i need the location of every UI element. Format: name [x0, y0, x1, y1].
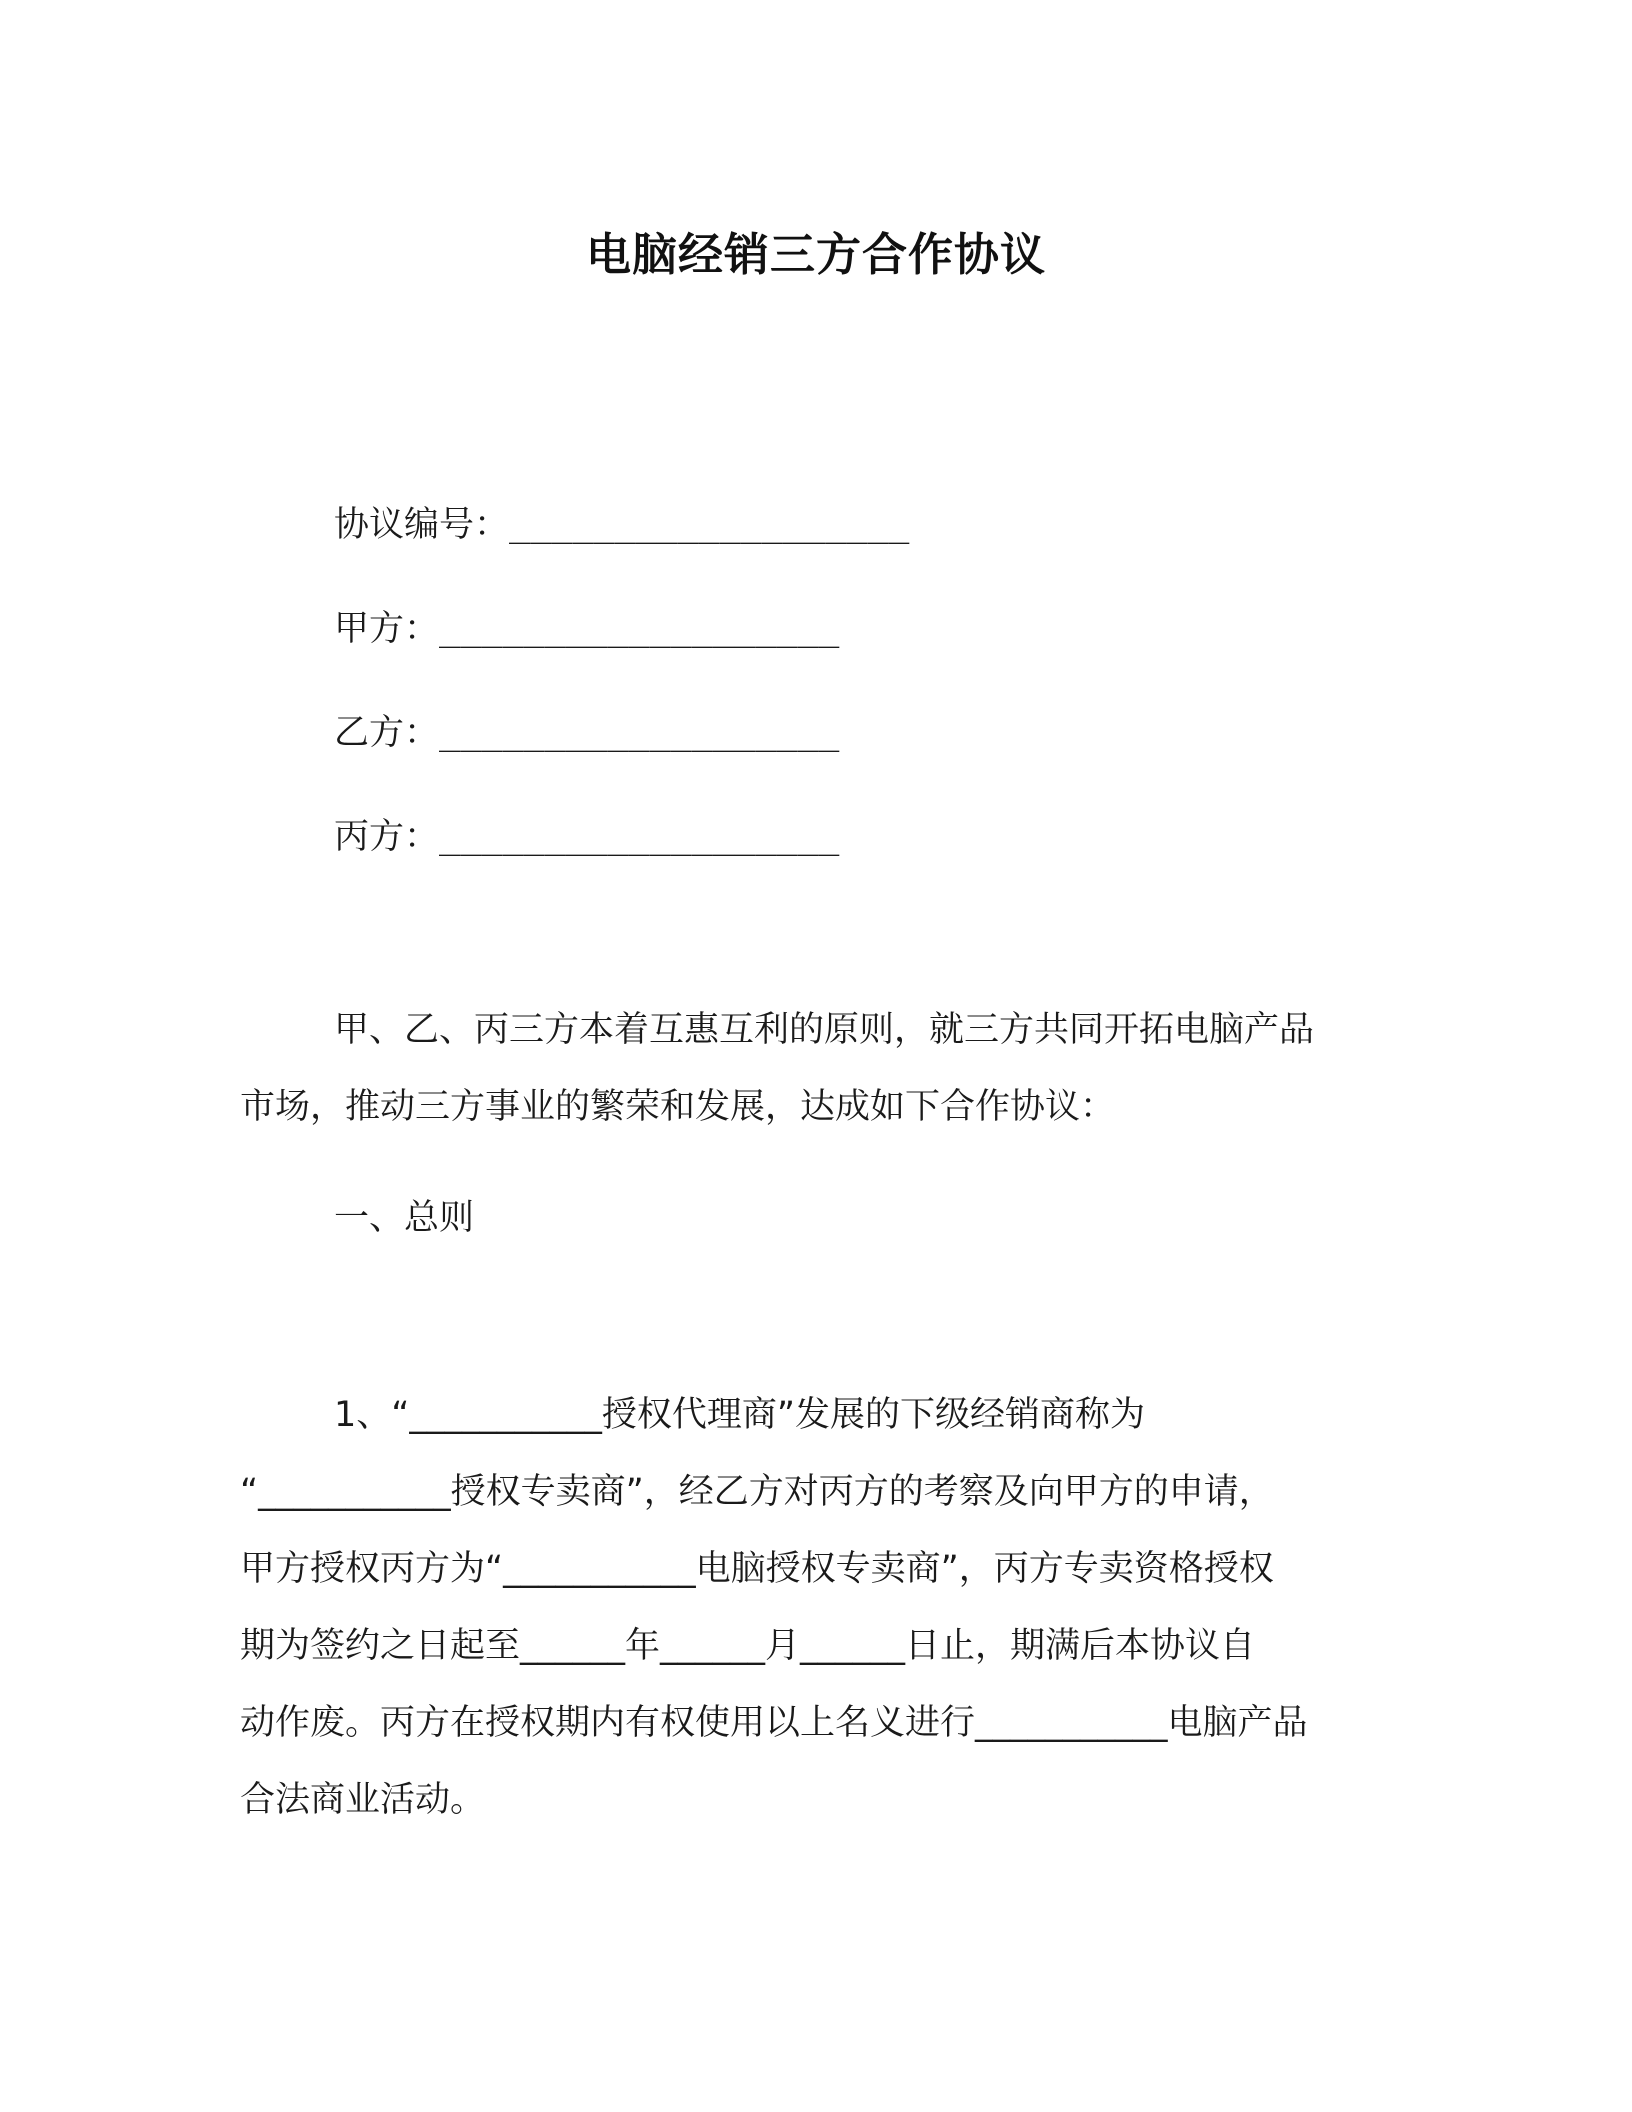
field-label: 协议编号： — [334, 505, 510, 545]
intro-paragraph — [240, 992, 1380, 1146]
clause-1-line-3: 甲方授权丙方为“___________电脑授权专卖商”，丙方专卖资格授权 — [240, 1549, 1274, 1589]
field-label: 甲方： — [334, 609, 440, 649]
document-title: 电脑经销三方合作协议 — [585, 228, 1046, 281]
field-agreement-number — [334, 497, 909, 547]
intro-line-2: 市场，推动三方事业的繁荣和发展，达成如下合作协议： — [240, 1087, 1116, 1127]
field-blank-line: ___________________ — [439, 609, 840, 649]
field-label: 乙方： — [334, 713, 440, 753]
clause-1-line-2: “___________授权专卖商”，经乙方对丙方的考察及向甲方的申请， — [240, 1472, 1274, 1512]
field-party-b — [334, 705, 839, 755]
intro-line-1: 甲、乙、丙三方本着互惠互利的原则，就三方共同开拓电脑产品 — [334, 1010, 1315, 1050]
clause-1-paragraph — [240, 1377, 1380, 1839]
clause-1-line-6: 合法商业活动。 — [240, 1780, 486, 1820]
field-party-a — [334, 601, 839, 651]
section-heading-general: 一、总则 — [334, 1198, 475, 1238]
field-blank-line: ___________________ — [509, 505, 910, 545]
field-label: 丙方： — [334, 817, 440, 857]
clause-1-line-1: 1、“___________授权代理商”发展的下级经销商称为 — [334, 1395, 1146, 1435]
clause-1-line-4: 期为签约之日起至______年______月______日止，期满后本协议自 — [240, 1626, 1256, 1666]
field-party-c — [334, 809, 839, 859]
clause-1-line-5: 动作废。丙方在授权期内有权使用以上名义进行___________电脑产品 — [240, 1703, 1308, 1743]
field-blank-line: ___________________ — [439, 713, 840, 753]
field-blank-line: ___________________ — [439, 817, 840, 857]
